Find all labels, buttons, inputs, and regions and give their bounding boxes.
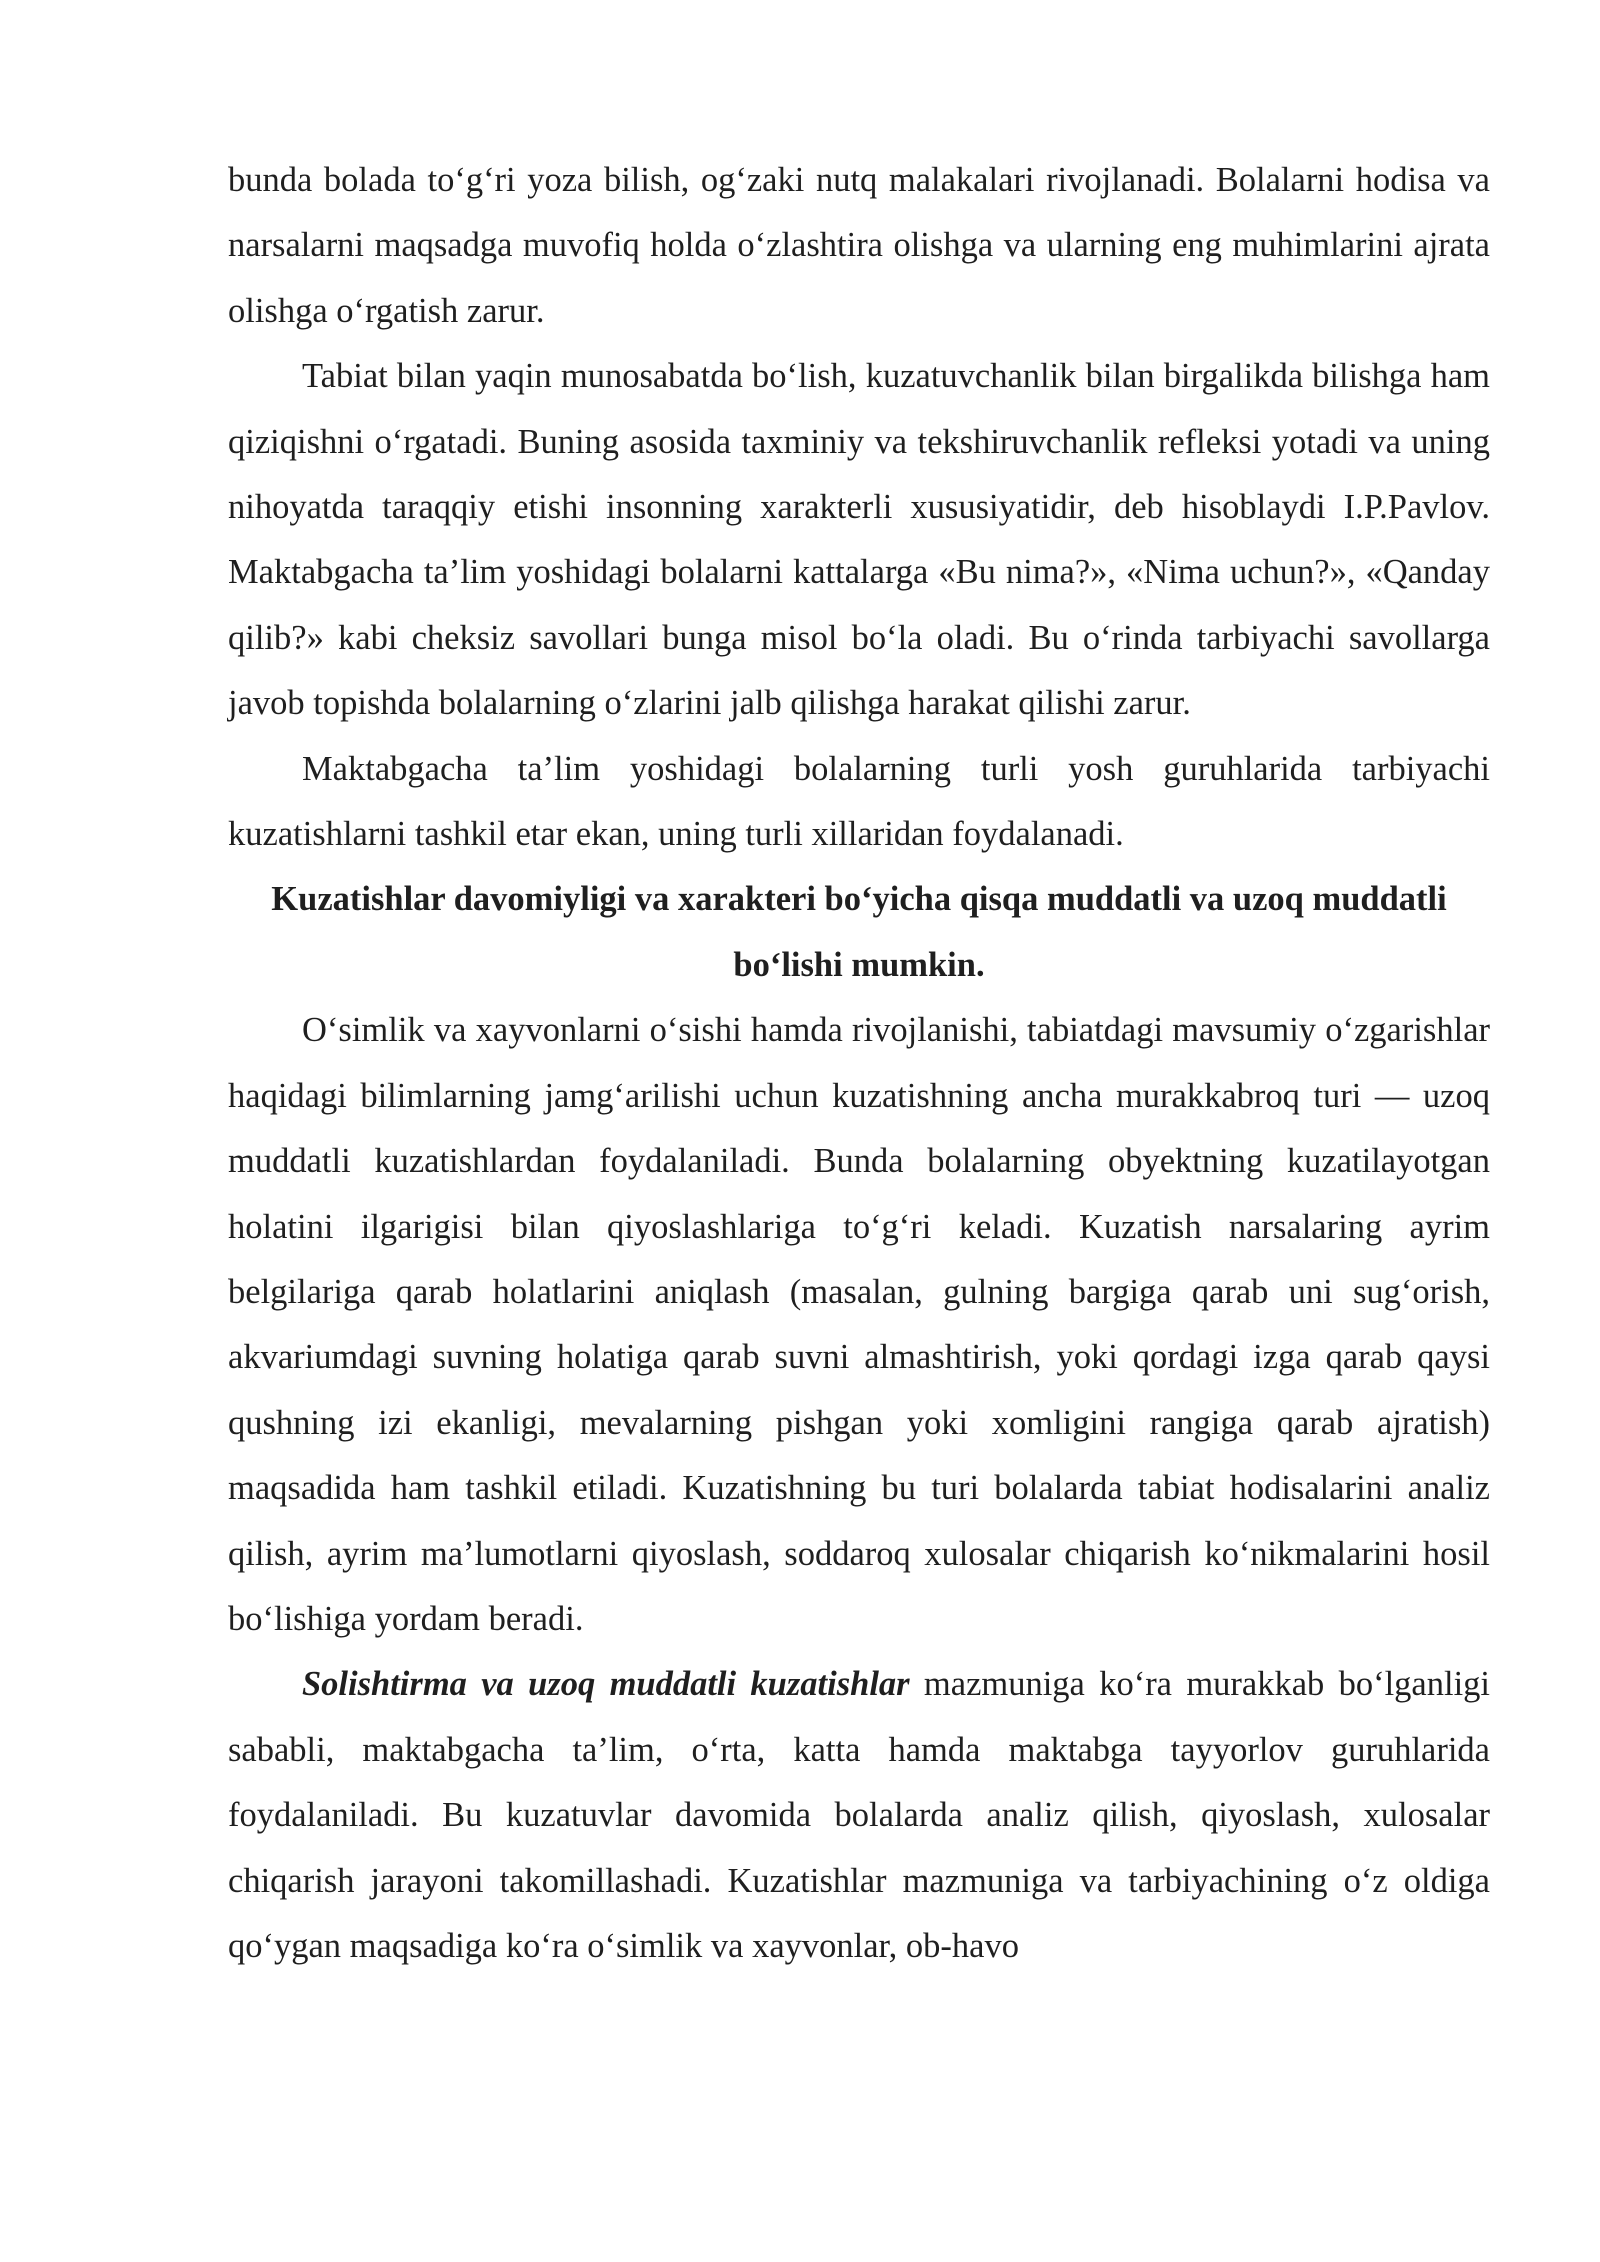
paragraph-3: Maktabgacha ta’lim yoshidagi bolalarning turli yosh guruhlarida tarbiyachi kuzatishlarni tashkil etar ekan, uning turli xillaridan foydalanadi.	[228, 749, 1490, 854]
document-page	[228, 148, 1490, 1979]
paragraph-5	[228, 1652, 1490, 1979]
paragraph-1: bunda bolada to‘g‘ri yoza bilish, og‘zaki nutq malakalari rivojlanadi. Bolalarni hodisa va narsalarni maqsadga muvofiq holda o‘zlashtira olishga va ularning eng muhimlarini ajrata olishga o‘rgatish zarur.	[228, 161, 1490, 330]
section-heading: Kuzatishlar davomiyligi va xarakteri bo‘yicha qisqa muddatli va uzoq muddatli bo‘lishi mumkin.	[271, 880, 1447, 984]
paragraph-4: O‘simlik va xayvonlarni o‘sishi hamda rivojlanishi, tabiatdagi mavsumiy o‘zgarishlar haqidagi bilimlarning jamg‘arilishi uchun kuzatishning ancha murakkabroq turi — uzoq muddatli kuzatishlardan foydalaniladi. Bunda bolalarning obyektning kuzatilayotgan holatini ilgarigisi bilan qiyoslashlariga to‘g‘ri keladi. Kuzatish narsalaring ayrim belgilariga qarab holatlarini aniqlash (masalan, gulning bargiga qarab uni sug‘orish, akvariumdagi suvning holatiga qarab suvni almashtirish, yoki qordagi izga qarab qaysi qushning izi ekanligi, mevalarning pishgan yoki xomligini rangiga qarab ajratish) maqsadida ham tashkil etiladi. Kuzatishning bu turi bolalarda tabiat hodisalarini analiz qilish, ayrim ma’lumotlarni qiyoslash, soddaroq xulosalar chiqarish ko‘nikmalarini hosil bo‘lishiga yordam beradi.	[228, 1011, 1490, 1638]
paragraph-5-lead-term: Solishtirma va uzoq muddatli kuzatishlar	[302, 1665, 910, 1704]
paragraph-5-text: mazmuniga ko‘ra murakkab bo‘lganligi sababli, maktabgacha ta’lim, o‘rta, katta hamda maktabga tayyorlov guruhlarida foydalaniladi. Bu kuzatuvlar davomida bolalarda analiz qilish, qiyoslash, xulosalar chiqarish jarayoni takomillashadi. Kuzatishlar mazmuniga va tarbiyachining o‘z oldiga qo‘ygan maqsadiga ko‘ra o‘simlik va xayvonlar, ob-havo	[228, 1665, 1490, 1965]
paragraph-2: Tabiat bilan yaqin munosabatda bo‘lish, kuzatuvchanlik bilan birgalikda bilishga ham qiziqishni o‘rgatadi. Buning asosida taxminiy va tekshiruvchanlik refleksi yotadi va uning nihoyatda taraqqiy etishi insonning xarakterli xususiyatidir, deb hisoblaydi I.P.Pavlov. Maktabgacha ta’lim yoshidagi bolalarni kattalarga «Bu nima?», «Nima uchun?», «Qanday qilib?» kabi cheksiz savollari bunga misol bo‘la oladi. Bu o‘rinda tarbiyachi savollarga javob topishda bolalarning o‘zlarini jalb qilishga harakat qilishi zarur.	[228, 357, 1490, 723]
